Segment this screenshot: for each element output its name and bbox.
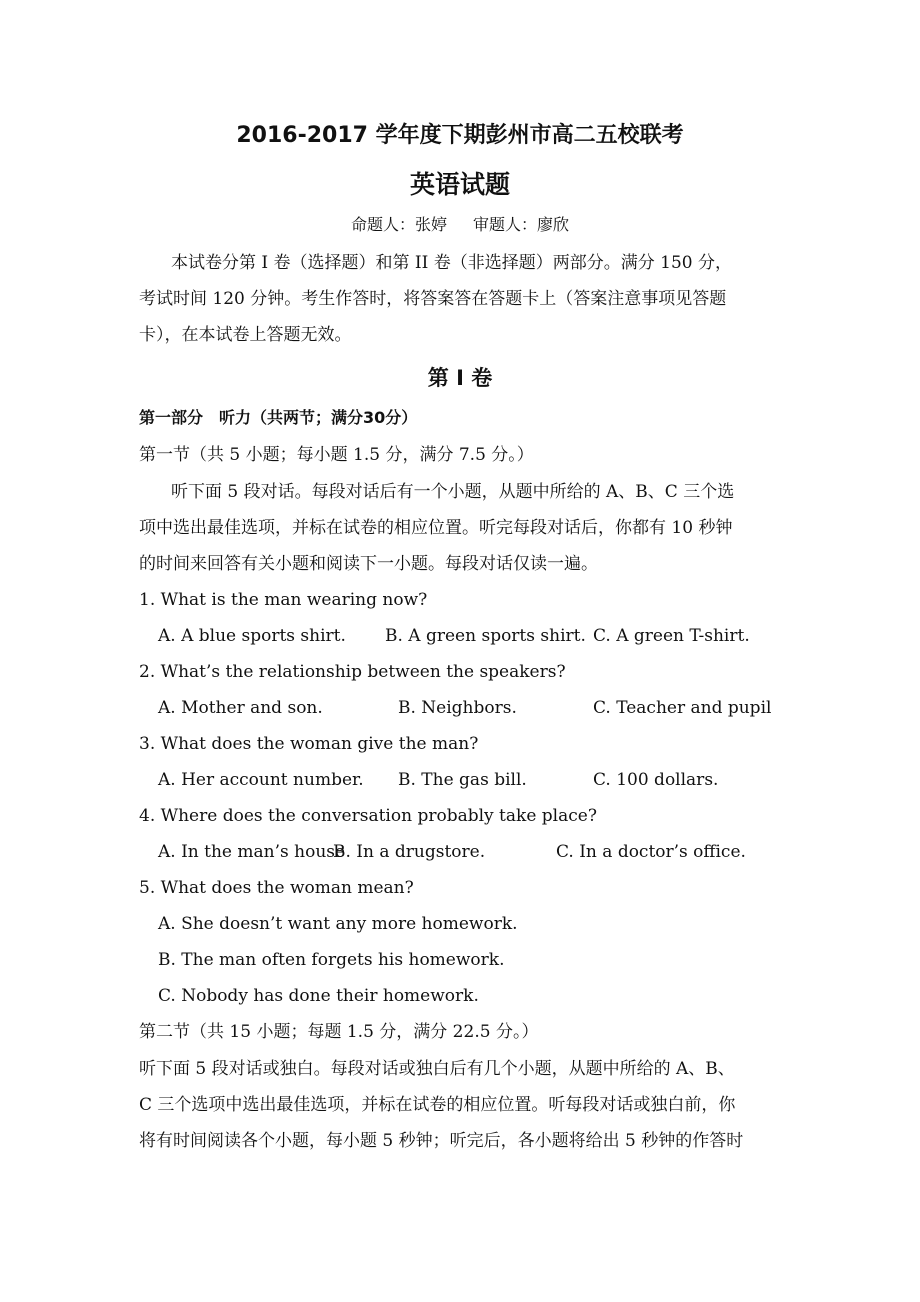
q1-option-c: C. A green T-shirt. xyxy=(593,626,750,646)
q1-option-b: B. A green sports shirt. xyxy=(385,626,586,646)
q4-option-a: A. In the man’s house xyxy=(158,842,346,862)
q5-option-c: C. Nobody has done their homework. xyxy=(158,986,479,1006)
exam-title: 2016-2017 学年度下期彭州市高二五校联考 xyxy=(236,123,684,148)
section2-heading: 第二节（共 15 小题；每题 1.5 分，满分 22.5 分。） xyxy=(139,1022,539,1042)
setter-name: 命题人：张婷 xyxy=(350,215,447,234)
reviewer-name: 审题人：廖欣 xyxy=(473,215,570,234)
question-2: 2. What’s the relationship between the speakers? xyxy=(139,662,566,682)
question-3-options xyxy=(0,768,920,792)
section2-instruction-1: 听下面 5 段对话或独白。每段对话或独白后有几个小题，从题中所给的 A、B、 xyxy=(139,1059,735,1079)
section2-instruction-3: 将有时间阅读各个小题，每小题 5 秒钟；听完后，各小题将给出 5 秒钟的作答时 xyxy=(139,1131,744,1151)
volume-title: 第 I 卷 xyxy=(427,366,493,390)
question-2-options xyxy=(0,696,920,720)
part1-heading: 第一部分 听力（共两节；满分30分） xyxy=(139,408,418,427)
question-4-options xyxy=(0,840,920,864)
q3-option-c: C. 100 dollars. xyxy=(593,770,719,790)
q3-option-b: B. The gas bill. xyxy=(398,770,527,790)
intro-line-3: 卡），在本试卷上答题无效。 xyxy=(139,325,352,345)
q5-option-a: A. She doesn’t want any more homework. xyxy=(158,914,518,934)
q2-option-c: C. Teacher and pupil xyxy=(593,698,772,718)
q5-option-b: B. The man often forgets his homework. xyxy=(158,950,505,970)
section1-instruction-1: 听下面 5 段对话。每段对话后有一个小题，从题中所给的 A、B、C 三个选 xyxy=(171,482,735,502)
section2-instruction-2: C 三个选项中选出最佳选项，并标在试卷的相应位置。听每段对话或独白前，你 xyxy=(139,1095,736,1115)
section1-instruction-3: 的时间来回答有关小题和阅读下一小题。每段对话仅读一遍。 xyxy=(139,554,598,574)
question-4: 4. Where does the conversation probably take place? xyxy=(139,806,597,826)
section1-heading: 第一节（共 5 小题；每小题 1.5 分，满分 7.5 分。） xyxy=(139,445,534,465)
q1-option-a: A. A blue sports shirt. xyxy=(158,626,346,646)
intro-line-1: 本试卷分第 I 卷（选择题）和第 II 卷（非选择题）两部分。满分 150 分， xyxy=(171,253,733,273)
question-5: 5. What does the woman mean? xyxy=(139,878,414,898)
q2-option-b: B. Neighbors. xyxy=(398,698,517,718)
q4-option-b: B. In a drugstore. xyxy=(333,842,486,862)
question-3: 3. What does the woman give the man? xyxy=(139,734,479,754)
section1-instruction-2: 项中选出最佳选项，并标在试卷的相应位置。听完每段对话后，你都有 10 秒钟 xyxy=(139,518,733,538)
q4-option-c: C. In a doctor’s office. xyxy=(556,842,746,862)
exam-subject: 英语试题 xyxy=(409,170,510,199)
authors-line xyxy=(0,213,920,237)
question-1-options xyxy=(0,624,920,648)
question-1: 1. What is the man wearing now? xyxy=(139,590,428,610)
intro-line-2: 考试时间 120 分钟。考生作答时，将答案答在答题卡上（答案注意事项见答题 xyxy=(139,289,727,309)
q2-option-a: A. Mother and son. xyxy=(158,698,323,718)
q3-option-a: A. Her account number. xyxy=(158,770,364,790)
